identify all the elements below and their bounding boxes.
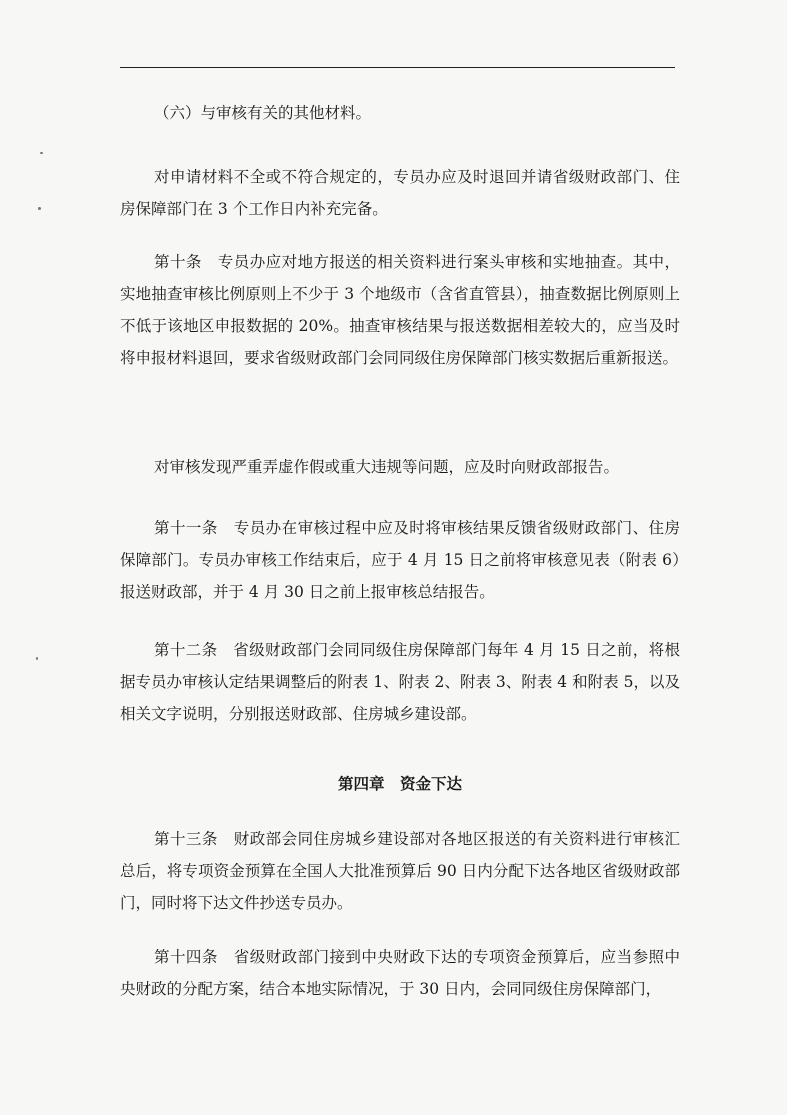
paragraph-article-11: 第十一条 专员办在审核过程中应及时将审核结果反馈省级财政部门、住房保障部门。专员办审核工作结束后，应于 4 月 15 日之前将审核意见表（附表 6）报送财政部，并于 4 月 30 日之前上报审核总结报告。: [120, 519, 680, 601]
paragraph-article-14: 第十四条 省级财政部门接到中央财政下达的专项资金预算后，应当参照中央财政的分配方案，结合本地实际情况，于 30 日内，会同同级住房保障部门，: [120, 948, 680, 998]
paragraph-item-6: （六）与审核有关的其他材料。: [154, 104, 372, 122]
paragraph-article-10: 第十条 专员办应对地方报送的相关资料进行案头审核和实地抽查。其中，实地抽查审核比例原则上不少于 3 个地级市（含省直管县），抽查数据比例原则上不低于该地区申报数据的 20%。抽查审核结果与报送数据相差较大的，应当及时将申报材料退回，要求省级财政部门会同同级住房保障部门核实数据后重新报送。: [120, 253, 680, 367]
paragraph-article-12: 第十二条 省级财政部门会同同级住房保障部门每年 4 月 15 日之前，将根据专员办审核认定结果调整后的附表 1、附表 2、附表 3、附表 4 和附表 5，以及相关文字说明，分别报送财政部、住房城乡建设部。: [120, 641, 680, 723]
paragraph-incomplete-materials: 对申请材料不全或不符合规定的，专员办应及时退回并请省级财政部门、住房保障部门在 3 个工作日内补充完备。: [120, 168, 680, 218]
header-rule: [120, 67, 675, 68]
scan-speck: [36, 657, 38, 660]
scan-speck: [38, 207, 41, 210]
chapter-title: 第四章 资金下达: [337, 775, 462, 793]
scan-speck: [40, 152, 43, 154]
paragraph-article-13: 第十三条 财政部会同住房城乡建设部对各地区报送的有关资料进行审核汇总后，将专项资金预算在全国人大批准预算后 90 日内分配下达各地区省级财政部门，同时将下达文件抄送专员办。: [120, 830, 680, 912]
paragraph-fraud-report: 对审核发现严重弄虚作假或重大违规等问题，应及时向财政部报告。: [154, 458, 620, 476]
